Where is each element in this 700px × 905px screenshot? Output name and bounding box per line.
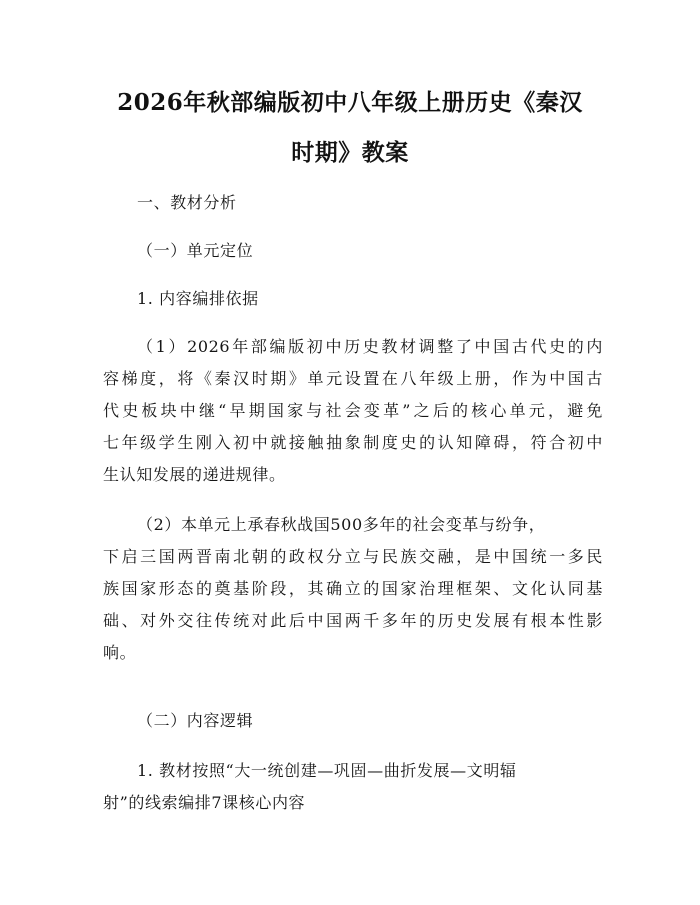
paragraph-1-line-3: 代史板块中继“早期国家与社会变革”之后的核心单元，避免 bbox=[103, 401, 603, 420]
paragraph-1-line-5: 生认知发展的递进规律。 bbox=[103, 465, 286, 484]
section-heading: 一、教材分析 bbox=[137, 193, 237, 212]
paragraph-2-line-4: 础、对外交往传统对此后中国两千多年的历史发展有根本性影 bbox=[103, 611, 603, 630]
paragraph-1-line-1: （1）2026年部编版初中历史教材调整了中国古代史的内 bbox=[137, 337, 603, 356]
paragraph-2-line-3: 族国家形态的奠基阶段，其确立的国家治理框架、文化认同基 bbox=[103, 579, 603, 598]
paragraph-2-line-2: 下启三国两晋南北朝的政权分立与民族交融，是中国统一多民 bbox=[103, 547, 603, 566]
subsection-heading-positioning: （一）单元定位 bbox=[137, 241, 254, 260]
item-2-line-2: 射”的线索编排7课核心内容 bbox=[103, 793, 306, 812]
subsection-heading-content-logic: （二）内容逻辑 bbox=[137, 711, 254, 730]
document-title-line-2: 时期》教案 bbox=[291, 139, 409, 166]
paragraph-2-line-1: （2）本单元上承春秋战国500多年的社会变革与纷争， bbox=[137, 515, 546, 534]
item-2-line-1: 1. 教材按照“大一统创建—巩固—曲折发展—文明辐 bbox=[137, 761, 517, 780]
item-heading-arrangement-basis: 1. 内容编排依据 bbox=[137, 289, 259, 308]
paragraph-1-line-2: 容梯度，将《秦汉时期》单元设置在八年级上册，作为中国古 bbox=[103, 369, 603, 388]
paragraph-1-line-4: 七年级学生刚入初中就接触抽象制度史的认知障碍，符合初中 bbox=[103, 433, 603, 452]
paragraph-2-line-5: 响。 bbox=[103, 643, 137, 662]
document-title-line-1: 2026年秋部编版初中八年级上册历史《秦汉 bbox=[117, 89, 583, 116]
